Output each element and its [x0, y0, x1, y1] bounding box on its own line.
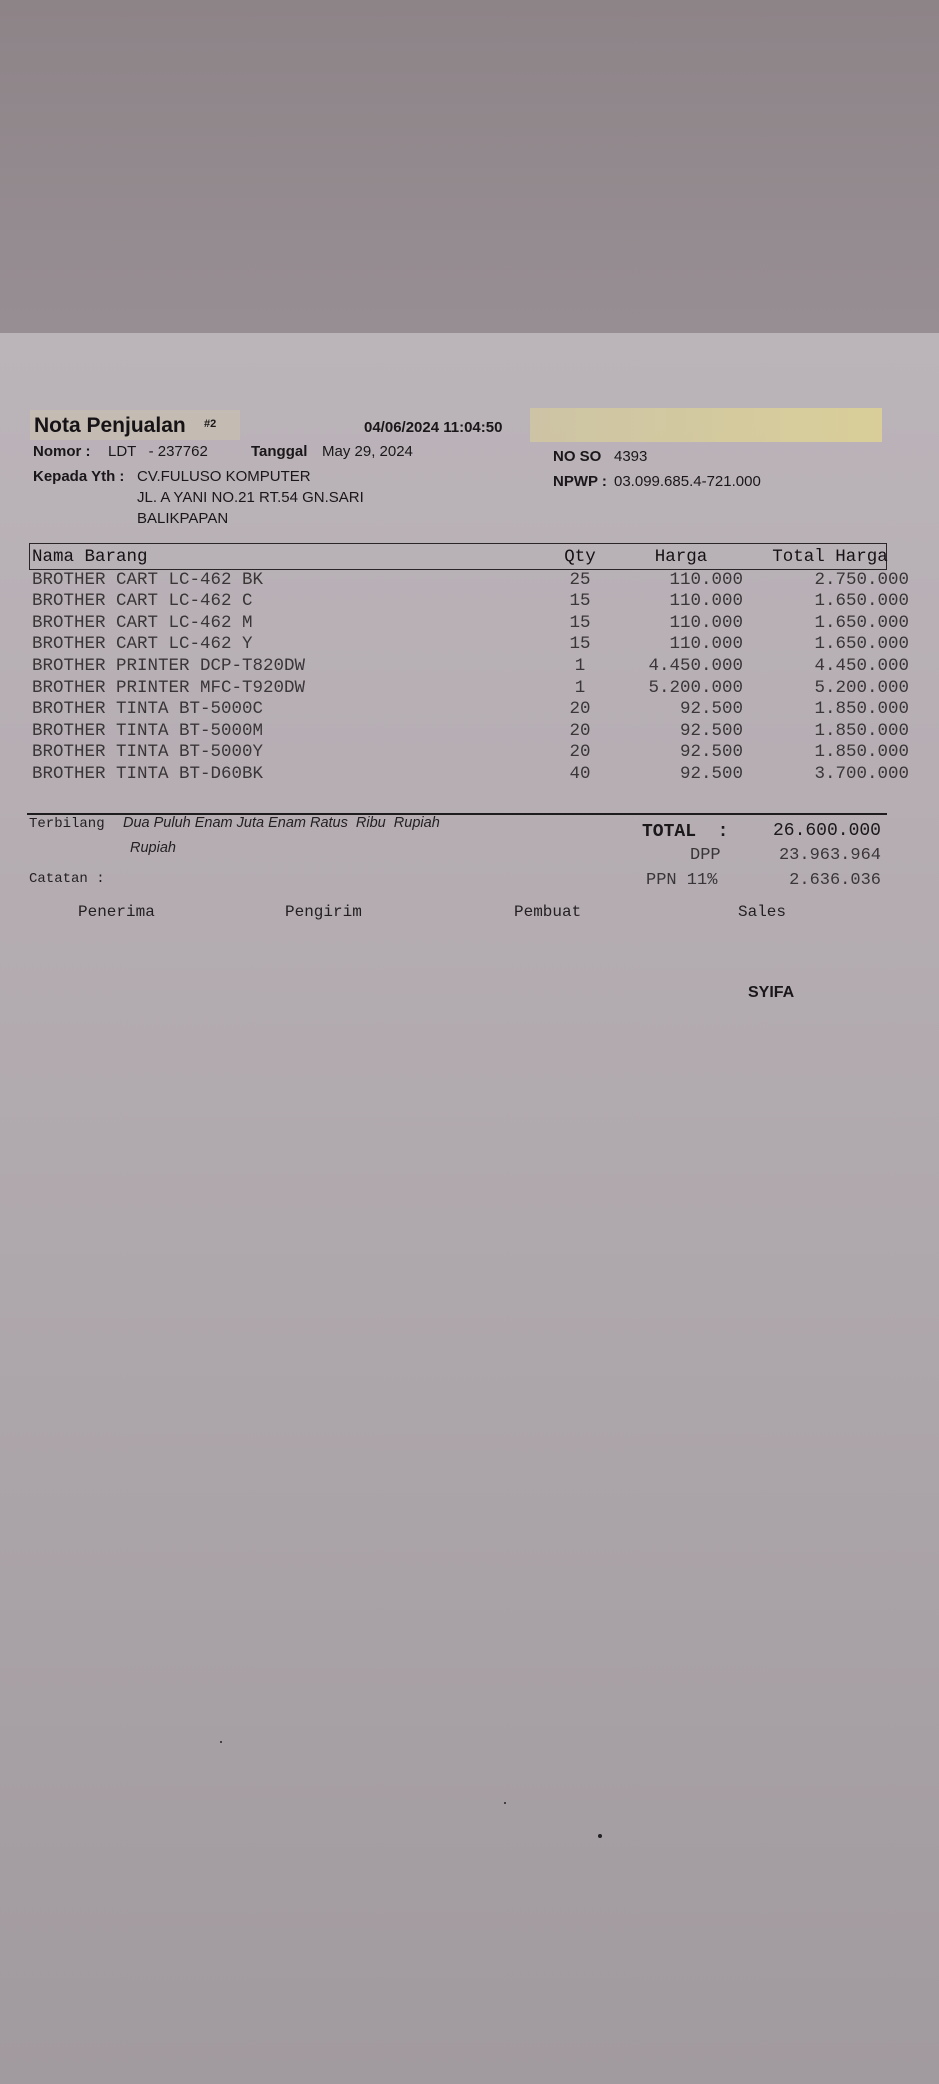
item-total: 2.750.000 — [814, 570, 909, 590]
signature-penerima: Penerima — [78, 903, 155, 921]
header-nama-barang: Nama Barang — [32, 547, 148, 567]
item-qty: 20 — [569, 721, 591, 741]
item-qty: 15 — [569, 634, 591, 654]
signature-sales: Sales — [738, 903, 787, 921]
item-name: BROTHER CART LC-462 C — [32, 591, 253, 611]
table-row — [31, 613, 909, 634]
kepada-label: Kepada Yth : — [33, 468, 125, 485]
item-harga: 92.500 — [679, 721, 743, 741]
signature-pembuat: Pembuat — [514, 903, 582, 921]
item-qty: 15 — [569, 613, 591, 633]
item-total: 1.650.000 — [814, 634, 909, 654]
terbilang-text-continued: Rupiah — [130, 840, 176, 856]
table-row — [31, 742, 909, 763]
item-qty: 20 — [569, 742, 591, 762]
header-qty: Qty — [564, 547, 596, 567]
item-harga: 110.000 — [669, 613, 743, 633]
item-harga: 92.500 — [679, 742, 743, 762]
title-mark: #2 — [204, 418, 217, 430]
total-label: TOTAL : — [642, 822, 729, 842]
ppn-value: 2.636.036 — [789, 871, 881, 890]
item-name: BROTHER PRINTER DCP-T820DW — [32, 656, 306, 676]
npwp-value: 03.099.685.4-721.000 — [614, 473, 761, 490]
item-name: BROTHER CART LC-462 BK — [32, 570, 264, 590]
table-row — [31, 678, 909, 699]
item-qty: 1 — [574, 656, 586, 676]
item-total: 5.200.000 — [814, 678, 909, 698]
table-row — [31, 721, 909, 742]
table-row — [31, 764, 909, 785]
paper-speck — [504, 1802, 506, 1804]
tanggal-label: Tanggal — [251, 443, 308, 460]
customer-address-line-1: JL. A YANI NO.21 RT.54 GN.SARI — [137, 489, 364, 506]
paper-speck — [598, 1834, 602, 1838]
terbilang-label: Terbilang — [29, 816, 105, 832]
item-name: BROTHER TINTA BT-5000Y — [32, 742, 264, 762]
item-harga: 110.000 — [669, 570, 743, 590]
sales-name: SYIFA — [748, 984, 795, 1001]
highlighter-stroke — [530, 408, 882, 442]
no-so-value: 4393 — [614, 448, 648, 465]
customer-name: CV.FULUSO KOMPUTER — [137, 468, 311, 485]
table-row — [31, 591, 909, 612]
table-row — [31, 570, 909, 591]
table-row — [31, 656, 909, 677]
item-harga: 110.000 — [669, 591, 743, 611]
item-name: BROTHER CART LC-462 M — [32, 613, 253, 633]
item-harga: 110.000 — [669, 634, 743, 654]
npwp-label: NPWP : — [553, 473, 607, 490]
item-harga: 4.450.000 — [648, 656, 743, 676]
table-row — [31, 699, 909, 720]
item-name: BROTHER TINTA BT-D60BK — [32, 764, 264, 784]
no-so-label: NO SO — [553, 448, 602, 465]
signature-pengirim: Pengirim — [285, 903, 362, 921]
total-value: 26.600.000 — [772, 821, 881, 841]
item-harga: 5.200.000 — [648, 678, 743, 698]
item-total: 4.450.000 — [814, 656, 909, 676]
item-qty: 40 — [569, 764, 591, 784]
item-qty: 25 — [569, 570, 591, 590]
dpp-label: DPP — [690, 846, 721, 865]
item-harga: 92.500 — [679, 764, 743, 784]
item-name: BROTHER PRINTER MFC-T920DW — [32, 678, 306, 698]
item-qty: 15 — [569, 591, 591, 611]
catatan-label: Catatan : — [29, 871, 105, 887]
header-total-harga: Total Harga — [772, 547, 888, 567]
item-total: 1.650.000 — [814, 613, 909, 633]
item-qty: 1 — [574, 678, 586, 698]
nomor-value: LDT - 237762 — [108, 443, 208, 460]
nomor-label: Nomor : — [33, 443, 91, 460]
customer-address-line-2: BALIKPAPAN — [137, 510, 229, 527]
ppn-label: PPN 11% — [646, 871, 718, 890]
tanggal-value: May 29, 2024 — [322, 443, 413, 460]
item-total: 1.650.000 — [814, 591, 909, 611]
item-total: 1.850.000 — [814, 699, 909, 719]
item-total: 1.850.000 — [814, 721, 909, 741]
dpp-value: 23.963.964 — [778, 846, 881, 865]
document-title: Nota Penjualan — [34, 414, 186, 437]
header-harga: Harga — [654, 547, 708, 567]
terbilang-text: Dua Puluh Enam Juta Enam Ratus Ribu Rupiah — [123, 815, 440, 831]
item-name: BROTHER TINTA BT-5000C — [32, 699, 264, 719]
item-qty: 20 — [569, 699, 591, 719]
paper-speck — [220, 1741, 222, 1743]
printed-datetime: 04/06/2024 11:04:50 — [364, 419, 503, 436]
item-total: 1.850.000 — [814, 742, 909, 762]
item-name: BROTHER TINTA BT-5000M — [32, 721, 264, 741]
item-harga: 92.500 — [679, 699, 743, 719]
table-header-row — [31, 547, 888, 568]
table-row — [31, 634, 909, 655]
item-name: BROTHER CART LC-462 Y — [32, 634, 253, 654]
item-total: 3.700.000 — [814, 764, 909, 784]
